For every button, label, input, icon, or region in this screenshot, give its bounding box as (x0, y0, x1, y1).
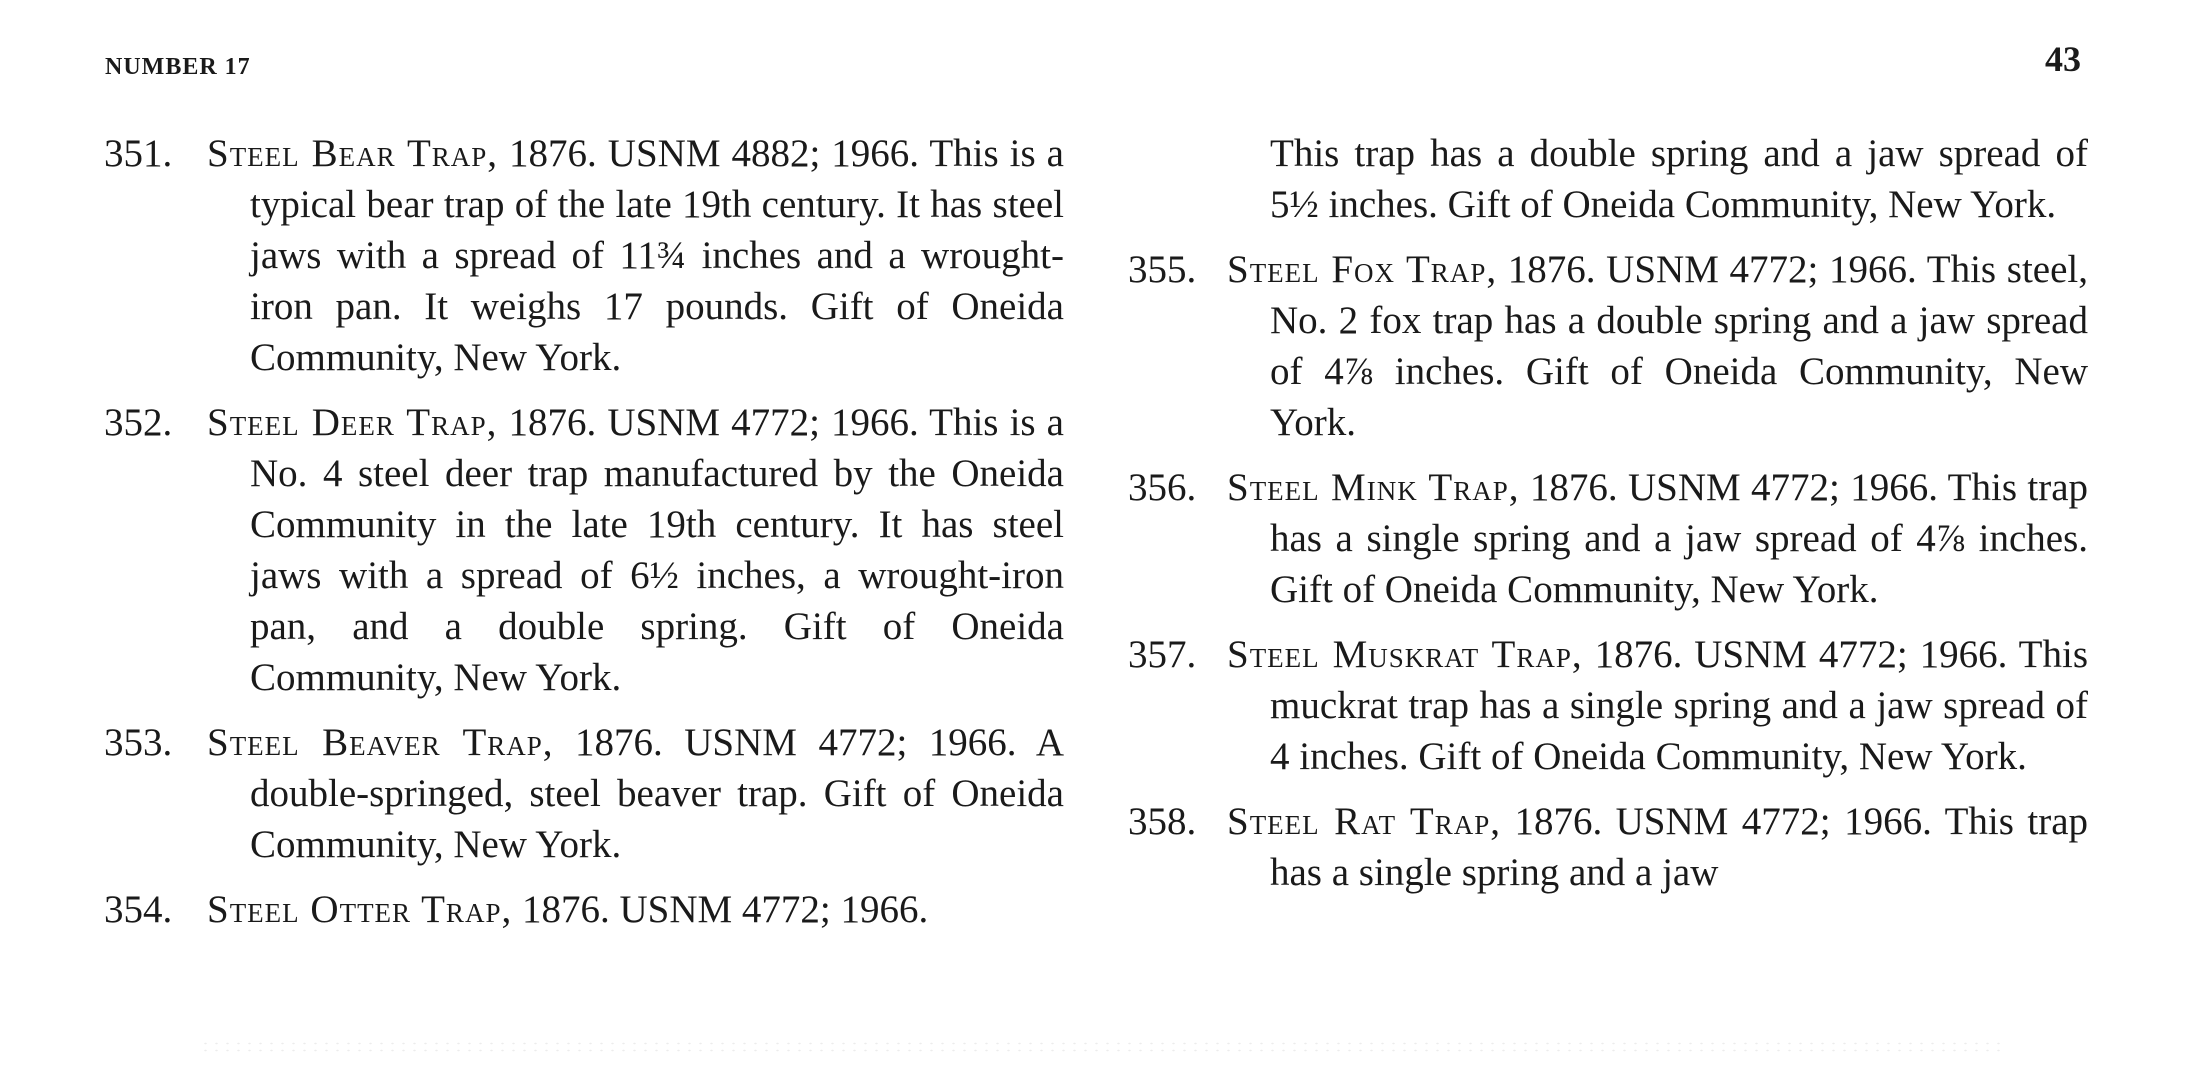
entry-number: 357. (1128, 633, 1197, 676)
scan-speckle-decoration (200, 1040, 2000, 1054)
catalog-entry-351 (104, 128, 1064, 383)
entry-title: Steel Otter Trap, (207, 888, 513, 931)
entry-number: 358. (1128, 800, 1197, 843)
entry-number: 355. (1128, 248, 1197, 291)
continued-entry-text: This trap has a double spring and a jaw spread of 5½ inches. Gift of Oneida Community, New York. (1270, 132, 2088, 226)
running-head: NUMBER 17 (105, 54, 251, 80)
entry-text: 1876. USNM 4772; 1966. This muckrat trap has a single spring and a jaw spread of 4 inches. Gift of Oneida Community, New York. (1270, 633, 2089, 778)
entry-text: 1876. USNM 4772; 1966. (512, 888, 929, 931)
entry-number: 353. (104, 721, 173, 764)
catalog-entry-358 (1128, 796, 2088, 898)
catalog-entry-353 (104, 717, 1064, 870)
entry-text: 1876. USNM 4772; 1966. This trap has a single spring and a jaw spread of 4⅞ inches. Gift of Oneida Community, New York. (1270, 466, 2089, 611)
entry-title: Steel Beaver Trap, (207, 721, 554, 764)
catalog-entry-354 (104, 884, 1064, 935)
right-column (1128, 128, 2088, 912)
entry-text: 1876. USNM 4772; 1966. This is a No. 4 steel deer trap manufactured by the Oneida Community in the late 19th century. It has steel jaws with a spread of 6½ inches, a wrought-iron pan, and a double spring. Gift of Oneida Community, New York. (250, 401, 1064, 699)
entry-title: Steel Deer Trap, (207, 401, 498, 444)
entry-title: Steel Rat Trap, (1227, 800, 1501, 843)
page-number: 43 (2045, 39, 2081, 79)
entry-text: 1876. USNM 4772; 1966. This trap has a single spring and a jaw (1270, 800, 2088, 894)
entry-text: 1876. USNM 4772; 1966. A double-springed, steel beaver trap. Gift of Oneida Community, New York. (250, 721, 1065, 866)
catalog-entry-352 (104, 397, 1064, 703)
entry-title: Steel Mink Trap, (1227, 466, 1520, 509)
entry-number: 351. (104, 132, 173, 175)
entry-number: 352. (104, 401, 173, 444)
entry-text: 1876. USNM 4882; 1966. This is a typical bear trap of the late 19th century. It has steel jaws with a spread of 11¾ inches and a wrought-iron pan. It weighs 17 pounds. Gift of Oneida Community, New York. (250, 132, 1064, 379)
entry-number: 356. (1128, 466, 1197, 509)
entry-text: 1876. USNM 4772; 1966. This steel, No. 2 fox trap has a double spring and a jaw spread of 4⅞ inches. Gift of Oneida Community, New York. (1270, 248, 2088, 444)
entry-title: Steel Muskrat Trap, (1227, 633, 1583, 676)
catalog-entry-356 (1128, 462, 2088, 615)
catalog-entry-357 (1128, 629, 2088, 782)
catalog-entry-355 (1128, 244, 2088, 448)
entry-title: Steel Bear Trap, (207, 132, 499, 175)
entry-number: 354. (104, 888, 173, 931)
entry-title: Steel Fox Trap, (1227, 248, 1498, 291)
left-column (104, 128, 1064, 949)
